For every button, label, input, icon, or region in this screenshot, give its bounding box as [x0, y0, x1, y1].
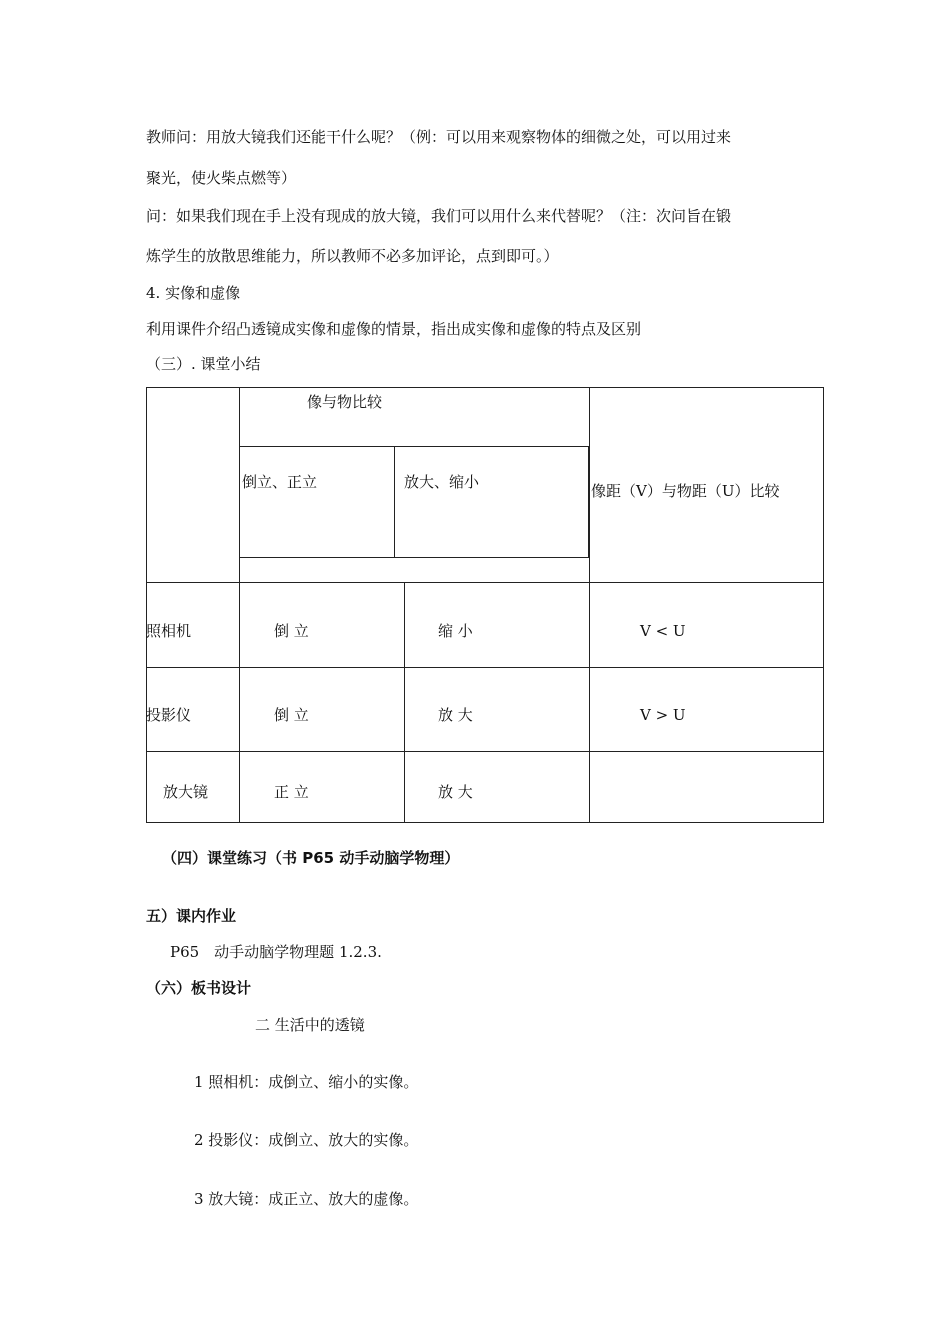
- board-item: 3 放大镜：成正立、放大的虚像。: [194, 1190, 419, 1208]
- cell-size: 放 大: [438, 783, 473, 801]
- paragraph-line: 利用课件介绍凸透镜成实像和虚像的情景，指出成实像和虚像的特点及区别: [146, 320, 642, 338]
- board-title: 二 生活中的透镜: [255, 1016, 365, 1034]
- board-design-heading: （六）板书设计: [146, 979, 252, 997]
- header-subbox: [239, 446, 589, 558]
- col-line: [239, 387, 240, 823]
- header-distance: 像距（V）与物距（U）比较: [591, 482, 780, 500]
- cell-device: 照相机: [146, 622, 192, 640]
- cell-orientation: 正 立: [274, 783, 309, 801]
- header-subbox-divider: [394, 446, 395, 558]
- cell-device: 投影仪: [146, 706, 192, 724]
- row-line: [146, 667, 824, 668]
- header-size: 放大、缩小: [404, 473, 480, 491]
- cell-orientation: 倒 立: [274, 622, 309, 640]
- header-main: 像与物比较: [307, 393, 383, 411]
- cell-distance: V > U: [640, 706, 686, 724]
- header-orientation: 倒立、正立: [242, 473, 318, 491]
- summary-heading: （三）. 课堂小结: [146, 355, 261, 373]
- row-line: [146, 751, 824, 752]
- homework-heading: 五）课内作业: [146, 907, 237, 925]
- homework-detail: P65 动手动脑学物理题 1.2.3.: [170, 943, 382, 961]
- col-line: [589, 387, 590, 823]
- cell-device: 放大镜: [163, 783, 209, 801]
- paragraph-line: 教师问：用放大镜我们还能干什么呢？（例：可以用来观察物体的细微之处，可以用过来: [146, 128, 732, 146]
- practice-heading: （四）课堂练习（书 P65 动手动脑学物理）: [162, 849, 460, 867]
- cell-size: 缩 小: [438, 622, 473, 640]
- cell-orientation: 倒 立: [274, 706, 309, 724]
- paragraph-line: 炼学生的放散思维能力，所以教师不必多加评论，点到即可。）: [146, 247, 559, 265]
- section-heading-4: 4. 实像和虚像: [146, 284, 241, 302]
- col-line: [404, 582, 405, 823]
- board-item: 2 投影仪：成倒立、放大的实像。: [194, 1131, 419, 1149]
- board-item: 1 照相机：成倒立、缩小的实像。: [194, 1073, 419, 1091]
- row-line: [146, 582, 824, 583]
- paragraph-line: 问：如果我们现在手上没有现成的放大镜，我们可以用什么来代替呢？（注：次问旨在锻: [146, 207, 732, 225]
- cell-size: 放 大: [438, 706, 473, 724]
- paragraph-line: 聚光，使火柴点燃等）: [146, 169, 297, 187]
- cell-distance: V < U: [640, 622, 686, 640]
